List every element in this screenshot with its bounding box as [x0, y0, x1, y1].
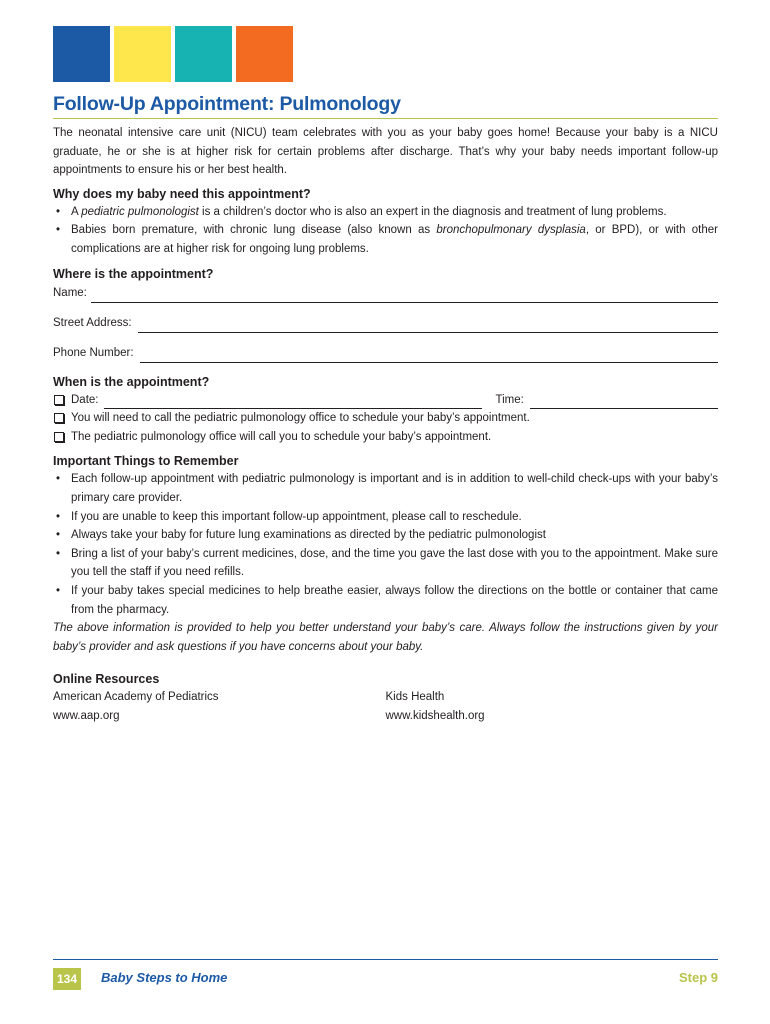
title-divider [53, 118, 718, 119]
where-heading: Where is the appointment? [53, 266, 214, 281]
why-heading: Why does my baby need this appointment? [53, 186, 311, 201]
time-line[interactable] [530, 394, 718, 409]
address-label: Street Address: [53, 316, 132, 329]
book-title: Baby Steps to Home [101, 970, 228, 985]
remember-item-4: • Bring a list of your baby’s current medicines, dose, and the time you gave the last dose with you to the appointment. Make sure you tell the staff if you need refills. [56, 547, 718, 579]
resources-heading: Online Resources [53, 672, 160, 687]
remember-item-1: • Each follow-up appointment with pediatric pulmonology is important and is in addition to well-child check-ups with your baby’s primary care provider. [56, 473, 718, 504]
address-line[interactable] [138, 318, 718, 333]
call-office-checkbox[interactable] [54, 413, 64, 423]
call-office-option[interactable]: You will need to call the pediatric pulmonology office to schedule your baby’s appointment. [53, 409, 718, 428]
date-label: Date: [71, 393, 99, 406]
time-label: Time: [495, 393, 524, 406]
resources-list [53, 688, 718, 725]
disclaimer-note: The above information is provided to help you better understand your baby’s care. Always follow the instructions given by your baby’s provider and ask questions if you have concerns about your baby. [53, 622, 718, 653]
remember-item-5: • If your baby takes special medicines to help breathe easier, always follow the directions on the bottle or container that came from the pharmacy. [56, 584, 718, 616]
name-field[interactable] [53, 283, 718, 303]
main-content [53, 124, 718, 725]
office-calls-option[interactable]: The pediatric pulmonology office will call you to schedule your baby’s appointment. [53, 428, 718, 447]
resource-aap-url[interactable]: www.aap.org [53, 709, 120, 722]
footer-divider [53, 959, 718, 960]
phone-field[interactable] [53, 343, 718, 363]
color-blocks [53, 26, 293, 82]
teal-block [175, 26, 232, 82]
blue-block [53, 26, 110, 82]
address-field[interactable] [53, 313, 718, 333]
resource-aap [53, 688, 386, 725]
remember-item-3: • Always take your baby for future lung examinations as directed by the pediatric pulmonologist [56, 529, 546, 542]
phone-line[interactable] [140, 348, 718, 363]
page-title: Follow-Up Appointment: Pulmonology [53, 93, 401, 115]
step-label: Step 9 [678, 970, 718, 985]
resource-kidshealth [386, 688, 719, 725]
page-number: 134 [53, 968, 81, 990]
name-line[interactable] [91, 288, 718, 303]
date-time-row[interactable] [53, 391, 718, 410]
term-pediatric-pulmonologist: pediatric pulmonologist [81, 205, 199, 218]
resource-kidshealth-url[interactable]: www.kidshealth.org [385, 709, 485, 722]
date-line[interactable] [104, 394, 482, 409]
when-heading: When is the appointment? [53, 374, 210, 389]
why-bullet-2: • Babies born premature, with chronic lung disease (also known as bronchopulmonary dysplasia, or BPD), or with other complications are at higher risk for ongoing lung problems. [56, 224, 718, 255]
resource-aap-name: American Academy of Pediatrics [53, 691, 219, 704]
office-calls-checkbox[interactable] [54, 432, 64, 442]
phone-label: Phone Number: [53, 346, 134, 359]
yellow-block [114, 26, 171, 82]
orange-block [236, 26, 293, 82]
term-bpd: bronchopulmonary dysplasia [436, 224, 586, 237]
remember-item-2: • If you are unable to keep this important follow-up appointment, please call to reschedule. [56, 510, 522, 523]
intro-paragraph: The neonatal intensive care unit (NICU) team celebrates with you as your baby goes home! Because your baby is a NICU graduate, he or she is at higher risk for certain problems after discharge. That’s why your baby needs important follow-up appointments to ensure his or her best health. [53, 127, 718, 177]
name-label: Name: [53, 286, 87, 299]
remember-heading: Important Things to Remember [53, 454, 239, 469]
why-bullet-1: • A pediatric pulmonologist is a children’s doctor who is also an expert in the diagnosis and treatment of lung problems. [56, 205, 667, 218]
date-checkbox[interactable] [54, 395, 64, 405]
resource-kidshealth-name: Kids Health [385, 691, 445, 704]
